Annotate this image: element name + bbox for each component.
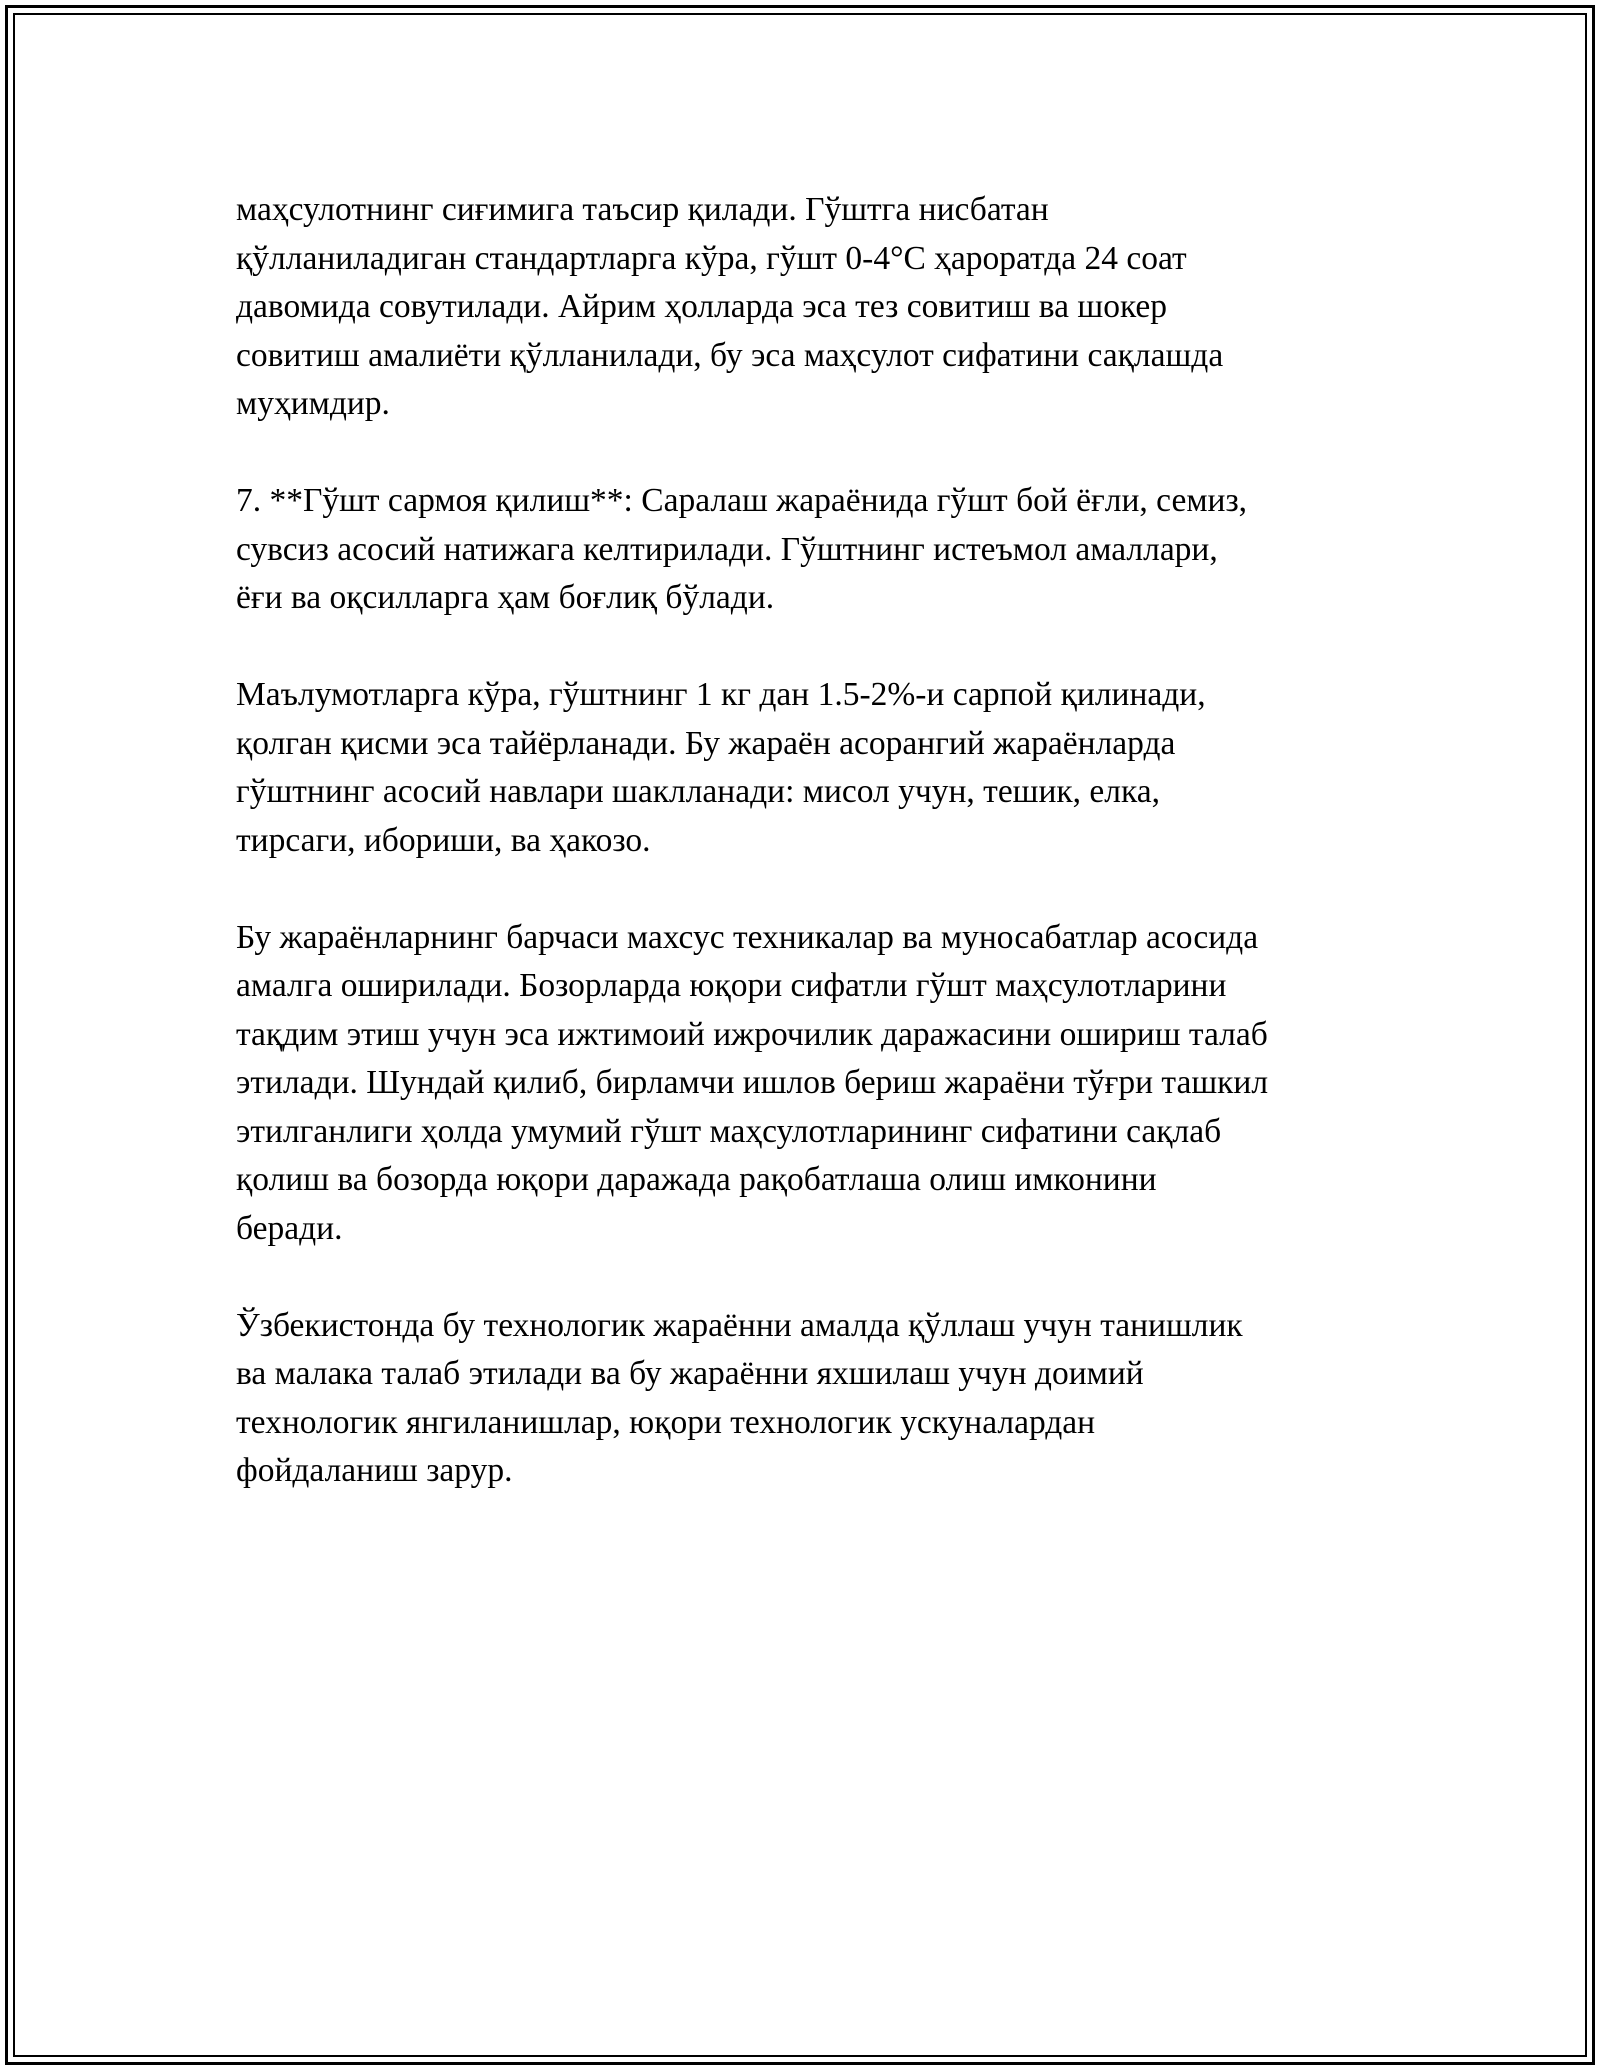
paragraph-cooling: маҳсулотнинг сиғимига таъсир қилади. Гўштга нисбатан қўлланиладиган стандартларга кўра, гўшт 0-4°С ҳароратда 24 соат давомида совутилади. Айрим ҳолларда эса тез совитиш ва шокер совитиш амалиёти қўлланилади, бу эса маҳсулот сифатини сақлашда муҳимдир. [236, 191, 1224, 422]
paragraph-meat-processing: 7. **Гўшт сармоя қилиш**: Саралаш жараёнида гўшт бой ёғли, семиз, сувсиз асосий натижага келтирилади. Гўштнинг истеъмол амаллари, ёғи ва оқсилларга ҳам боғлиқ бўлади. [236, 482, 1248, 616]
paragraph-statistics: Маълумотларга кўра, гўштнинг 1 кг дан 1.5-2%-и сарпой қилинади, қолган қисми эса тайёрланади. Бу жараён асорангий жараёнларда гўштнинг асосий навлари шаклланади: мисол учун, тешик, елка, тирсаги, ибориши, ва ҳакозо. [236, 676, 1206, 859]
paragraph-uzbekistan: Ўзбекистонда бу технологик жараённи амалда қўллаш учун танишлик ва малака талаб этилади ва бу жараённи яхшилаш учун доимий технологик янгиланишлар, юқори технологик ускуналардан фойдаланиш зарур. [236, 1306, 1243, 1489]
document-body [236, 186, 1376, 1544]
paragraph-techniques: Бу жараёнларнинг барчаси махсус техникалар ва муносабатлар асосида амалга оширилади. Бозорларда юқори сифатли гўшт маҳсулотларини тақдим этиш учун эса ижтимоий ижрочилик даражасини ошириш талаб этилади. Шундай қилиб, бирламчи ишлов бериш жараёни тўғри ташкил этилганлиги ҳолда умумий гўшт маҳсулотларининг сифатини сақлаб қолиш ва бозорда юқори даражада рақобатлаша олиш имконини беради. [236, 918, 1269, 1247]
